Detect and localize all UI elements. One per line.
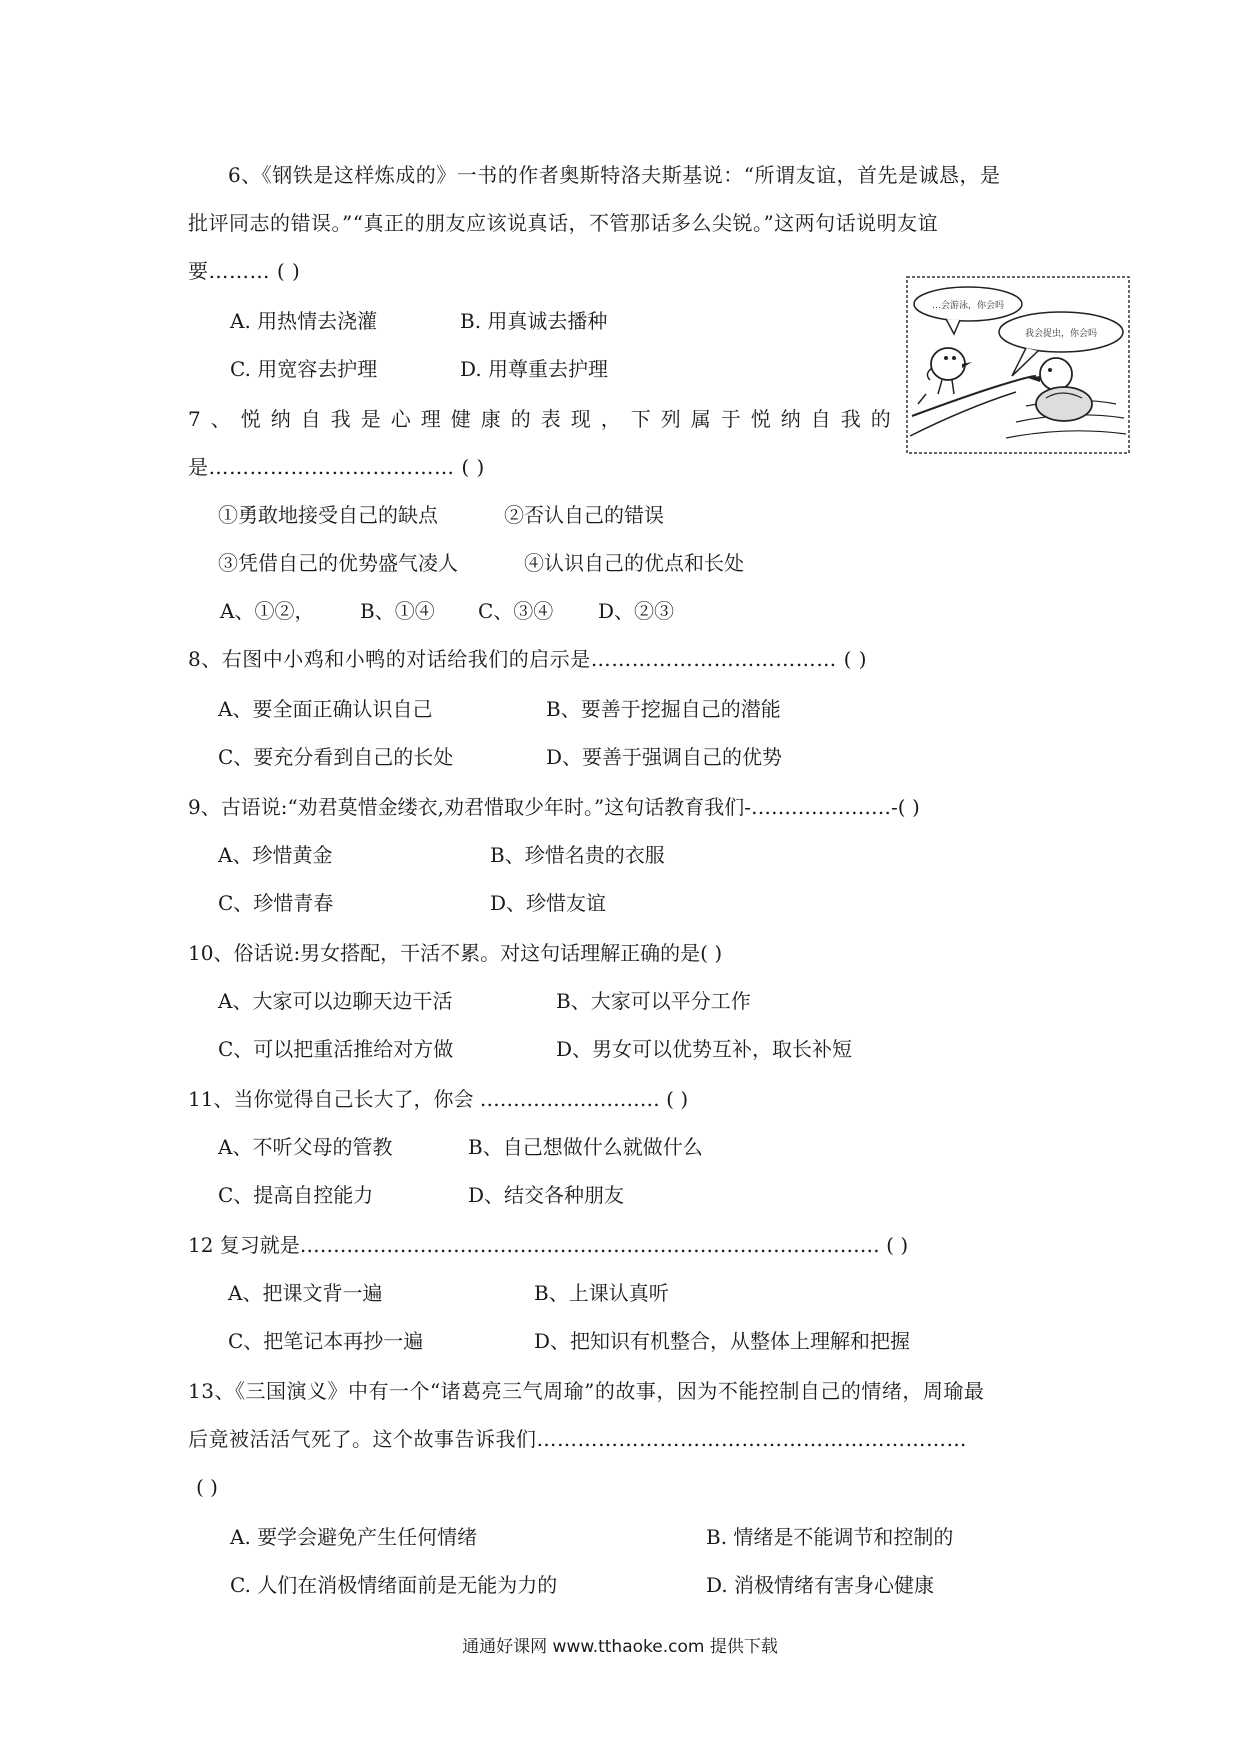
q7-option-c: C、③④ — [478, 599, 554, 623]
q9-stem: 9、古语说:“劝君莫惜金缕衣,劝君惜取少年时。”这句话教育我们-…………………-( ) — [188, 795, 920, 819]
page-footer: 通通好课网 www.tthaoke.com 提供下载 — [462, 1637, 778, 1657]
q13-option-a: A. 要学会避免产生任何情绪 — [230, 1525, 478, 1549]
q7-option-a: A、①②， — [220, 599, 315, 623]
q10-option-b: B、大家可以平分工作 — [556, 989, 751, 1013]
q7-item-1: ①勇敢地接受自己的缺点 — [218, 503, 438, 527]
q13-option-c: C. 人们在消极情绪面前是无能为力的 — [230, 1573, 558, 1597]
q10-option-c: C、可以把重活推给对方做 — [218, 1037, 454, 1061]
cartoon-illustration — [906, 276, 1130, 454]
q6-option-b: B. 用真诚去播种 — [460, 309, 608, 333]
q6-line1: 6、《钢铁是这样炼成的》一书的作者奥斯特洛夫斯基说：“所谓友谊，首先是诚恳，是 — [228, 163, 1001, 187]
q7-option-d: D、②③ — [598, 599, 675, 623]
q9-option-b: B、珍惜名贵的衣服 — [490, 843, 665, 867]
q12-option-d: D、把知识有机整合，从整体上理解和把握 — [534, 1329, 911, 1353]
q13-option-d: D. 消极情绪有害身心健康 — [706, 1573, 935, 1597]
q6-option-a: A. 用热情去浇灌 — [230, 309, 378, 333]
q12-option-b: B、上课认真听 — [534, 1281, 669, 1305]
q12-option-a: A、把课文背一遍 — [228, 1281, 383, 1305]
q7-item-4: ④认识自己的优点和长处 — [524, 551, 744, 575]
q6-line2: 批评同志的错误。”“真正的朋友应该说真话，不管那话多么尖锐。”这两句话说明友谊 — [188, 211, 939, 235]
q11-option-a: A、不听父母的管教 — [218, 1135, 393, 1159]
q11-stem: 11、当你觉得自己长大了，你会 ……………………… ( ) — [188, 1087, 689, 1111]
q6-option-d: D. 用尊重去护理 — [460, 357, 609, 381]
q6-line3: 要……… ( ) — [188, 259, 301, 283]
q7-line2: 是……………………………… ( ) — [188, 455, 485, 479]
q8-option-a: A、要全面正确认识自己 — [218, 697, 433, 721]
q13-line2: 后竟被活活气死了。这个故事告诉我们……………………………………………………… — [188, 1427, 967, 1451]
q8-stem: 8、右图中小鸡和小鸭的对话给我们的启示是……………………………… ( ) — [188, 647, 868, 671]
q8-option-b: B、要善于挖掘自己的潜能 — [546, 697, 781, 721]
q7-item-2: ②否认自己的错误 — [504, 503, 664, 527]
q13-line3: ( ) — [196, 1475, 218, 1499]
q10-stem: 10、俗话说:男女搭配，干活不累。对这句话理解正确的是( ) — [188, 941, 723, 965]
q12-stem: 12 复习就是…………………………………………………………………………… ( ) — [188, 1233, 909, 1257]
q7-item-3: ③凭借自己的优势盛气凌人 — [218, 551, 458, 575]
q7-option-b: B、①④ — [360, 599, 435, 623]
bubble2-text: 我会捉虫，你会吗 — [1024, 329, 1098, 339]
q10-option-a: A、大家可以边聊天边干活 — [218, 989, 453, 1013]
q8-option-d: D、要善于强调自己的优势 — [546, 745, 783, 769]
q13-line1: 13、《三国演义》中有一个“诸葛亮三气周瑜”的故事，因为不能控制自己的情绪，周瑜最 — [188, 1379, 985, 1403]
q7-line1: 7、悦纳自我是心理健康的表现，下列属于悦纳自我的 — [188, 407, 901, 431]
q12-option-c: C、把笔记本再抄一遍 — [228, 1329, 424, 1353]
q9-option-d: D、珍惜友谊 — [490, 891, 607, 915]
q6-option-c: C. 用宽容去护理 — [230, 357, 378, 381]
chick-duck-cartoon — [906, 276, 1130, 454]
q11-option-c: C、提高自控能力 — [218, 1183, 374, 1207]
q9-option-c: C、珍惜青春 — [218, 891, 334, 915]
q8-option-c: C、要充分看到自己的长处 — [218, 745, 454, 769]
q11-option-b: B、自己想做什么就做什么 — [468, 1135, 703, 1159]
q10-option-d: D、男女可以优势互补，取长补短 — [556, 1037, 853, 1061]
q11-option-d: D、结交各种朋友 — [468, 1183, 625, 1207]
q9-option-a: A、珍惜黄金 — [218, 843, 333, 867]
q13-option-b: B. 情绪是不能调节和控制的 — [706, 1525, 954, 1549]
bubble1-text: …会游泳，你会吗 — [931, 301, 1005, 311]
